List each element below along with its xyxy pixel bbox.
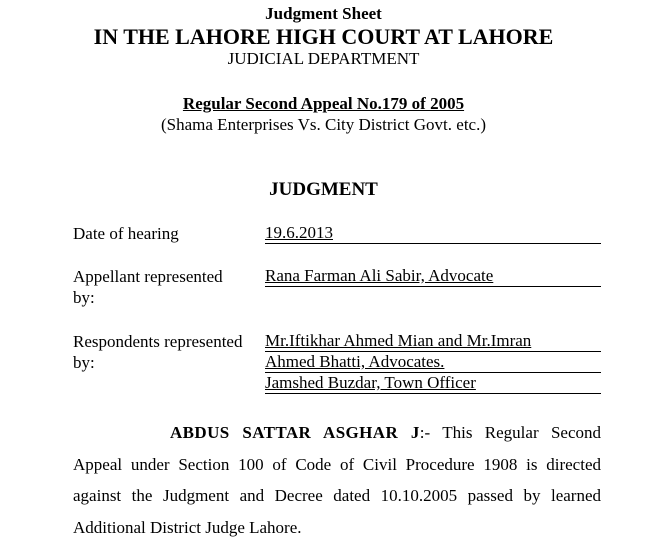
respondents-label-line2: by: — [73, 352, 242, 373]
appellant-label — [73, 266, 223, 308]
appellant-counsel-text: Rana Farman Ali Sabir, Advocate — [265, 266, 493, 285]
hearing-date-value — [265, 223, 601, 244]
respondents-label-line1: Respondents represented — [73, 331, 242, 352]
appellant-counsel — [265, 266, 601, 287]
judgment-body — [73, 417, 601, 543]
body-line-4: Additional District Judge Lahore. — [73, 512, 601, 543]
respondents-counsel-text2: Ahmed Bhatti, Advocates. — [265, 352, 444, 371]
respondents-counsel-text1: Mr.Iftikhar Ahmed Mian and Mr.Imran — [265, 331, 531, 350]
body-line-3: against the Judgment and Decree dated 10.10.2005 passed by learned — [73, 480, 601, 512]
respondents-label — [73, 331, 242, 373]
appellant-label-line1: Appellant represented — [73, 266, 223, 287]
body-line-2: Appeal under Section 100 of Code of Civil Procedure 1908 is directed — [73, 449, 601, 481]
respondents-counsel-line1 — [265, 331, 601, 352]
appellant-label-line2: by: — [73, 287, 223, 308]
respondents-counsel-line2 — [265, 352, 601, 373]
body-line-1 — [73, 417, 601, 449]
judgment-heading: JUDGMENT — [0, 179, 647, 201]
body-line-1-rest: :- This Regular Second — [420, 423, 601, 442]
sheet-title: Judgment Sheet — [0, 4, 647, 24]
court-title: IN THE LAHORE HIGH COURT AT LAHORE — [0, 24, 647, 50]
appeal-number: Regular Second Appeal No.179 of 2005 — [0, 94, 647, 114]
case-parties: (Shama Enterprises Vs. City District Govt. etc.) — [0, 115, 647, 135]
respondents-counsel-line3 — [265, 373, 601, 394]
judge-name: ABDUS SATTAR ASGHAR J — [170, 423, 420, 442]
respondents-counsel-text3: Jamshed Buzdar, Town Officer — [265, 373, 476, 392]
hearing-date-label: Date of hearing — [73, 223, 179, 244]
department-title: JUDICIAL DEPARTMENT — [0, 49, 647, 69]
hearing-date-text: 19.6.2013 — [265, 223, 333, 242]
